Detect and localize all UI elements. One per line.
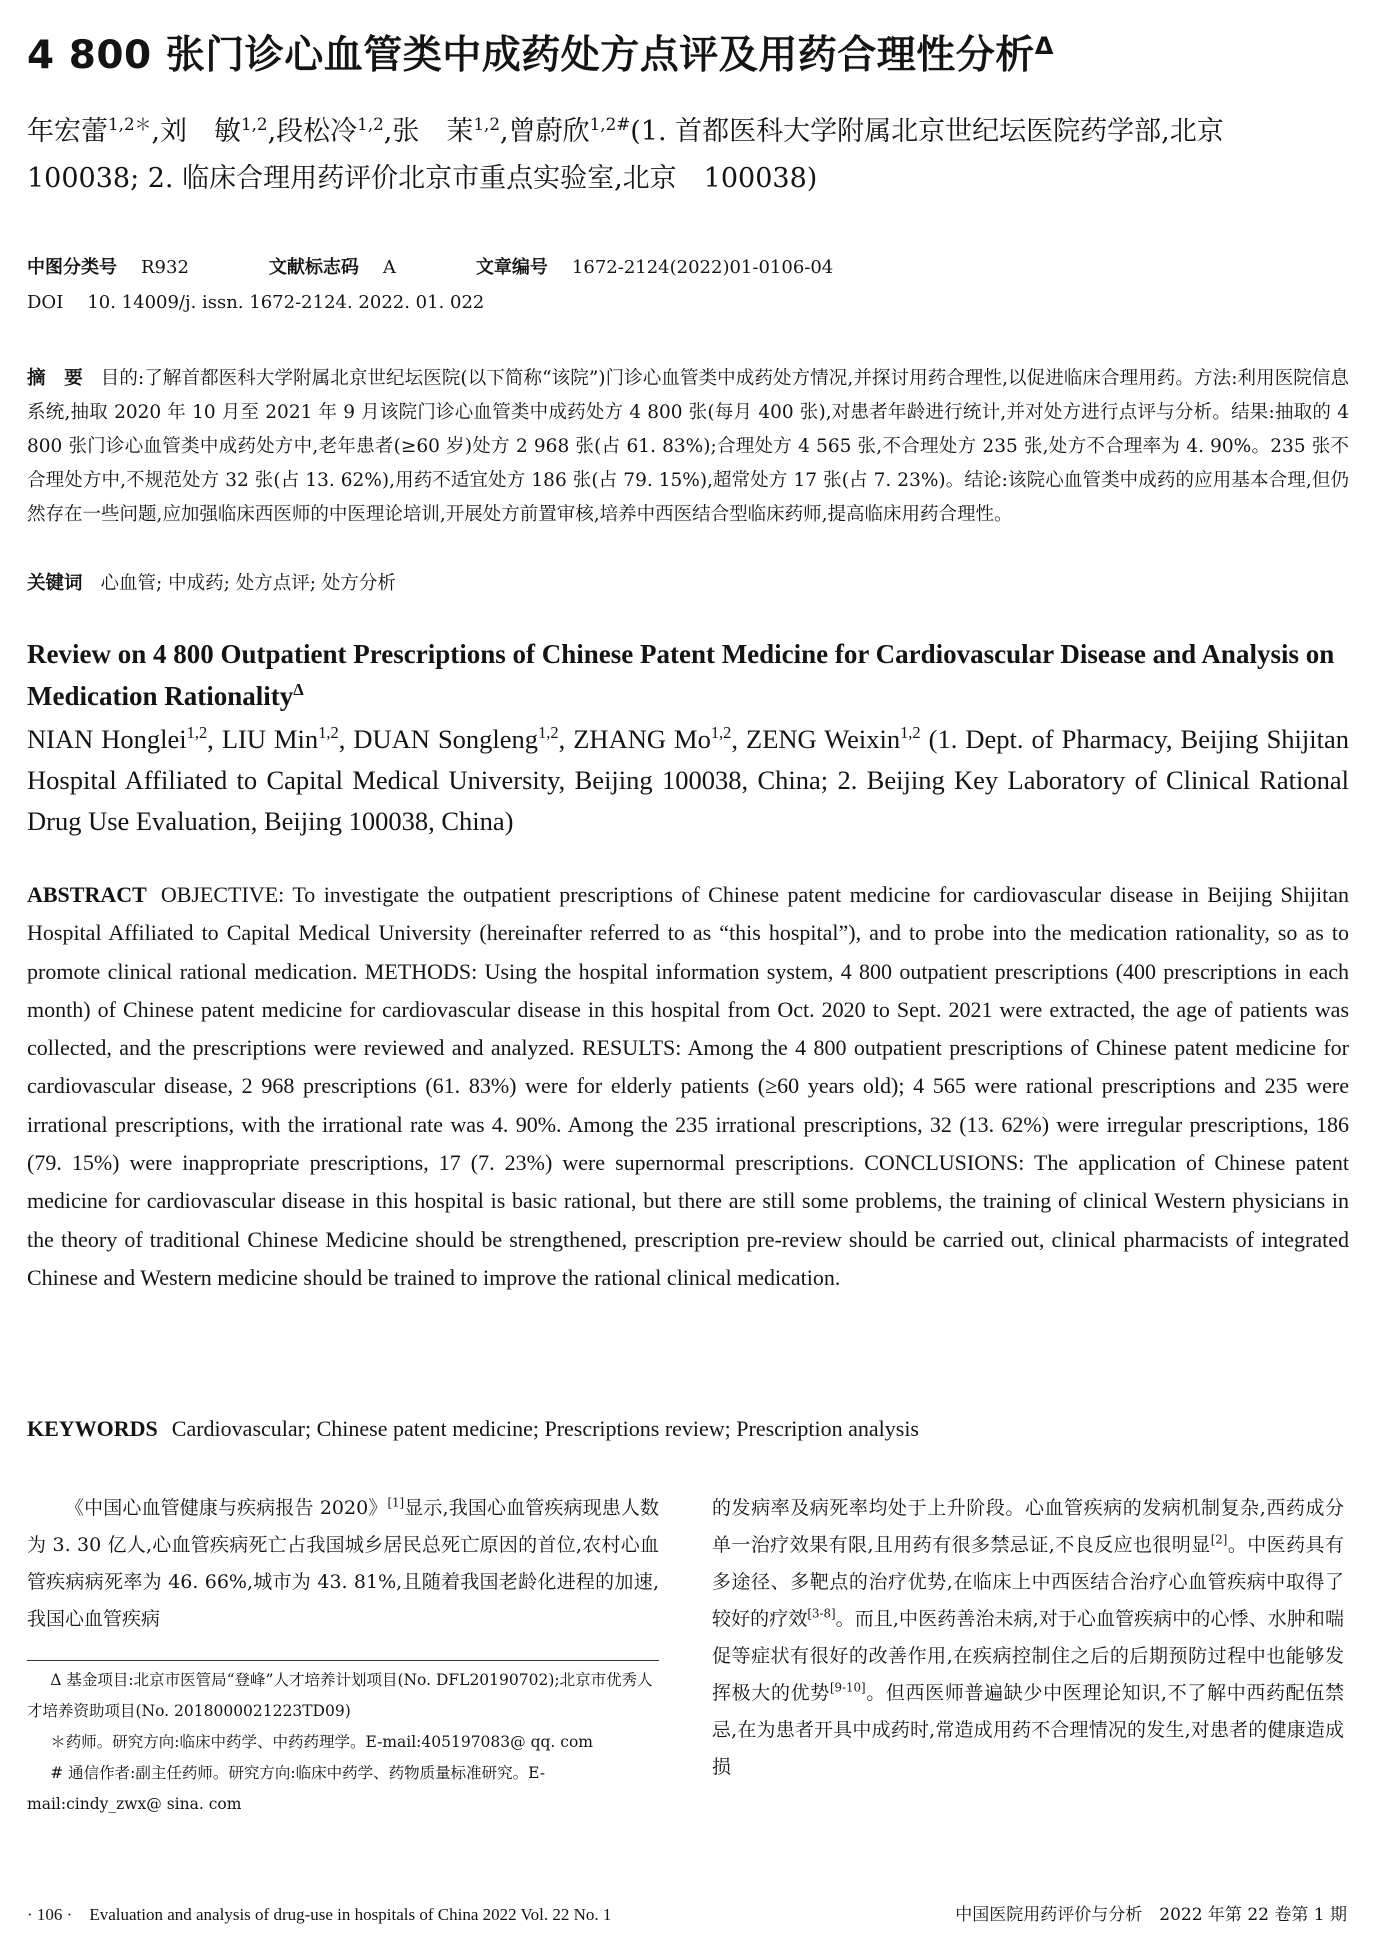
body-right-text: 。中医药具有多途径、多靶点的治疗优势,在临床上中西医结合治疗心血管疾病中取得了较好的疗效 <box>712 1534 1344 1630</box>
authors-en: NIAN Honglei$^{1,2}$, LIU Min$^{1,2}$, DUAN Songleng$^{1,2}$, ZHANG Mo$^{1,2}$, ZENG Weixin$^{1,2}$ (1. Dept. of Pharmacy, Beijing Shijitan Hospital Affiliated to Capital Medical University, Beijing 100038, China; 2. Beijing Key Laboratory of Clinical Rational Drug Use Evaluation, Beijing 100038, China) <box>27 723 1350 836</box>
abstract-en-text: OBJECTIVE: To investigate the outpatient prescriptions of Chinese patent medicine for cardiovascular disease in Beijing Shijitan Hospital Affiliated to Capital Medical University (hereinafter referred to as “this hospital”), and to probe into the medication rationality, so as to promote clinical rational medication. METHODS: Using the hospital information system, 4 800 outpatient prescriptions (400 prescriptions in each month) of Chinese patent medicine for cardiovascular disease in this hospital from Oct. 2020 to Sept. 2021 were extracted, the age of patients was collected, and the prescriptions were reviewed and analyzed. RESULTS: Among the 4 800 outpatient prescriptions of Chinese patent medicine for cardiovascular disease, 2 968 prescriptions (61. 83%) were for elderly patients (≥60 years old); 4 565 were rational prescriptions and 235 were irrational prescriptions, with the irrational rate was 4. 90%. Among the 235 irrational prescriptions, 32 (13. 62%) were irregular prescriptions, 186 (79. 15%) were inappropriate prescriptions, 17 (7. 23%) were supernormal prescriptions. CONCLUSIONS: The application of Chinese patent medicine for cardiovascular disease in this hospital is basic rational, but there are still some problems, the training of clinical Western physicians in the theory of traditional Chinese Medicine should be strengthened, prescription pre-review should be carried out, clinical pharmacists of integrated Chinese and Western medicine should be trained to improve the rational clinical medication. <box>27 882 1349 1290</box>
clc-label: 中图分类号 <box>27 257 117 278</box>
doc-code-label: 文献标志码 <box>268 257 359 278</box>
abstract-cn-text: 目的:了解首都医科大学附属北京世纪坛医院(以下简称“该院”)门诊心血管类中成药处方情况,并探讨用药合理性,以促进临床合理用药。方法:利用医院信息系统,抽取 2020 年 10 月至 2021 年 9 月该院门诊心血管类中成药处方 4 800 张(每月 400 张),对患者年龄进行统计,并对处方进行点评与分析。结果:抽取的 4 800 张门诊心血管类中成药处方中,老年患者(≥60 岁)处方 2 968 张(占 61. 83%);合理处方 4 565 张,不合理处方 235 张,处方不合理率为 4. 90%。235 张不合理处方中,不规范处方 32 张(占 13. 62%),用药不适宜处方 186 张(占 79. 15%),超常处方 17 张(占 7. 23%)。结论:该院心血管类中成药的应用基本合理,但仍然存在一些问题,应加强临床西医师的中医理论培训,开展处方前置审核,培养中西医结合型临床药师,提高临床用药合理性。 <box>27 368 1349 525</box>
body-left-column <box>27 1490 659 1638</box>
author-cn: 年宏蕾 <box>27 116 108 147</box>
author-cn: 曾蔚欣 <box>508 116 590 147</box>
doi-label: DOI <box>27 292 64 313</box>
footnotes <box>27 1660 659 1820</box>
meta-row-2 <box>27 285 1027 320</box>
abstract-en <box>27 876 1349 1297</box>
keywords-en-label: KEYWORDS <box>27 1416 158 1441</box>
affiliation-cn: (1. 首都医科大学附属北京世纪坛医院药学部,北京 100038; 2. 临床合理用药评价北京市重点实验室,北京 100038) <box>27 116 1251 194</box>
keywords-cn <box>27 567 1349 601</box>
body-left-text: 《中国心血管健康与疾病报告 2020》 <box>65 1497 388 1519</box>
article-meta <box>27 250 1027 320</box>
title-en-text: Review on 4 800 Outpatient Prescriptions of Chinese Patent Medicine for Cardiovascular Disease and Analysis on Medication Rationality <box>27 639 1335 711</box>
body-right-text: 。但西医师普遍缺少中医理论知识,不了解中西药配伍禁忌,在为患者开具中成药时,常造成用药不合理情况的发生,对患者的健康造成损 <box>712 1682 1344 1778</box>
footnote-fund: Δ 基金项目:北京市医管局“登峰”人才培养计划项目(No. DFL20190702);北京市优秀人才培养资助项目(No. 2018000021223TD09) <box>27 1671 653 1720</box>
keywords-en <box>27 1410 1349 1448</box>
running-footer-right: 中国医院用药评价与分析 2022 年第 22 卷第 1 期 <box>955 1905 1347 1925</box>
citation: [1] <box>387 1495 405 1510</box>
article-title-en <box>27 633 1349 717</box>
author-sup: 1,2 <box>710 723 732 743</box>
citation: [9-10] <box>829 1680 866 1695</box>
author-sup: 1,2# <box>589 114 631 134</box>
author-cn: 刘 敏 <box>159 116 241 147</box>
author-sup: 1,2 <box>357 114 384 134</box>
running-footer-left: · 106 · Evaluation and analysis of drug-use in hospitals of China 2022 Vol. 22 No. 1 <box>27 1905 612 1924</box>
author-en: ZENG Weixin <box>746 724 901 754</box>
authors-cn: 年宏蕾$^{1,2*}$,刘 敏$^{1,2}$,段松冷$^{1,2}$,张 茉$^{1,2}$,曾蔚欣$^{1,2\#}$(1. 首都医科大学附属北京世纪坛医院药学部,北京 100038; 2. 临床合理用药评价北京市重点实验室,北京 100038) <box>27 114 1251 194</box>
author-cn: 段松冷 <box>276 116 358 147</box>
author-cn: 张 茉 <box>392 116 474 147</box>
keywords-cn-label: 关键词 <box>27 573 83 594</box>
article-title <box>27 28 1357 84</box>
author-en: ZHANG Mo <box>573 724 711 754</box>
author-sup: 1,2 <box>318 723 339 743</box>
author-en: DUAN Songleng <box>353 724 539 754</box>
keywords-cn-text: 心血管; 中成药; 处方点评; 处方分析 <box>100 573 396 594</box>
footnote-corresponding: # 通信作者:副主任药师。研究方向:临床中药学、药物质量标准研究。E-mail:cindy_zwx@ sina. com <box>27 1764 545 1813</box>
title-fund-mark: Δ <box>1034 32 1054 60</box>
doi-value: 10. 14009/j. issn. 1672-2124. 2022. 01. 022 <box>87 292 485 313</box>
body-right-column <box>712 1490 1344 1786</box>
author-en: NIAN Honglei <box>27 724 187 754</box>
abstract-cn-label: 摘 要 <box>27 368 83 389</box>
body-right-text: 。而且,中医药善治未病,对于心血管疾病中的心悸、水肿和喘促等症状有很好的改善作用,在疾病控制住之后的后期预防过程中也能够发挥极大的优势 <box>712 1608 1344 1704</box>
footnote-author: ＊药师。研究方向:临床中药学、中药药理学。E-mail:405197083@ qq. com <box>50 1733 593 1751</box>
body-right-text: 的发病率及病死率均处于上升阶段。心血管疾病的发病机制复杂,西药成分单一治疗效果有限,且用药有很多禁忌证,不良反应也很明显 <box>712 1497 1344 1556</box>
article-number-label: 文章编号 <box>475 257 548 278</box>
keywords-en-text: Cardiovascular; Chinese patent medicine; Prescriptions review; Prescription analysis <box>171 1416 919 1441</box>
abstract-cn <box>27 362 1349 532</box>
article-number-value: 1672-2124(2022)01-0106-04 <box>571 257 834 278</box>
author-sup: 1,2＊ <box>108 114 152 134</box>
citation: [2] <box>1210 1532 1228 1547</box>
title-en-fund-mark: Δ <box>293 680 304 699</box>
body-left-text: 显示,我国心血管疾病现患人数为 3. 30 亿人,心血管疾病死亡占我国城乡居民总死亡原因的首位,农村心血管疾病病死率为 46. 66%,城市为 43. 81%,且随着我国老龄化进程的加速,我国心血管疾病 <box>27 1497 659 1630</box>
author-sup: 1,2 <box>900 723 921 743</box>
citation: [3-8] <box>807 1606 836 1621</box>
clc-value: R932 <box>141 257 189 278</box>
author-sup: 1,2 <box>473 114 501 134</box>
abstract-en-label: ABSTRACT <box>27 882 147 907</box>
meta-row-1 <box>27 250 1027 285</box>
doc-code-value: A <box>382 257 396 278</box>
author-en: LIU Min <box>221 724 319 754</box>
affiliation-en: (1. Dept. of Pharmacy, Beijing Shijitan Hospital Affiliated to Capital Medical University, Beijing 100038, China; 2. Beijing Key Laboratory of Clinical Rational Drug Use Evaluation, Beijing 100038, China) <box>27 724 1350 836</box>
author-sup: 1,2 <box>186 723 208 743</box>
author-sup: 1,2 <box>240 114 268 134</box>
author-sup: 1,2 <box>538 723 559 743</box>
title-text: 4 800 张门诊心血管类中成药处方点评及用药合理性分析 <box>27 33 1035 78</box>
